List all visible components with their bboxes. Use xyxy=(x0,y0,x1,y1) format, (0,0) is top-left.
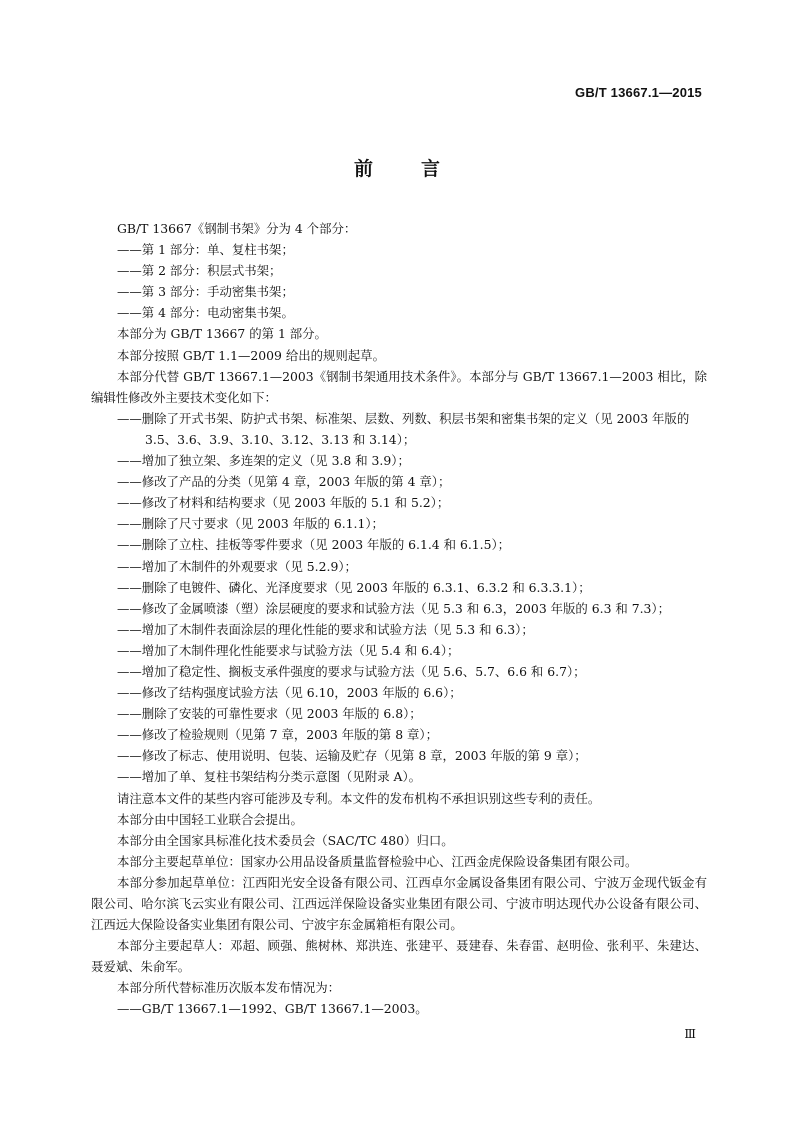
paragraph: 本部分主要起草单位：国家办公用品设备质量监督检验中心、江西金虎保险设备集团有限公司。 xyxy=(117,853,638,869)
list-item: ——删除了电镀件、磷化、光泽度要求（见 2003 年版的 6.3.1、6.3.2 和 6.3.3.1）； xyxy=(117,579,591,595)
paragraph: 本部分所代替标准历次版本发布情况为： xyxy=(117,980,341,996)
list-item: ——删除了开式书架、防护式书架、标准架、层数、列数、积层书架和密集书架的定义（见 2003 年版的 3.5、3.6、3.9、3.10、3.12、3.13 和 3.14）； xyxy=(117,410,690,447)
list-item: ——GB/T 13667.1—1992、GB/T 13667.1—2003。 xyxy=(117,1001,428,1017)
paragraph: 请注意本文件的某些内容可能涉及专利。本文件的发布机构不承担识别这些专利的责任。 xyxy=(117,790,601,806)
list-item: ——修改了金属喷漆（塑）涂层硬度的要求和试验方法（见 5.3 和 6.3，2003 年版的 6.3 和 7.3）； xyxy=(117,600,671,616)
list-item: ——第 3 部分：手动密集书架； xyxy=(117,284,294,300)
paragraph: 本部分参加起草单位：江西阳光安全设备有限公司、江西卓尔金属设备集团有限公司、宁波万金现代钣金有限公司、哈尔滨飞云实业有限公司、江西远洋保险设备实业集团有限公司、宁波市明达现代办公设备有限公司、江西远大保险设备实业集团有限公司、宁波宇东金属箱柜有限公司。 xyxy=(91,874,707,933)
list-item: ——第 2 部分：积层式书架； xyxy=(117,263,282,279)
paragraph: 本部分按照 GB/T 1.1—2009 给出的规则起草。 xyxy=(117,347,385,363)
paragraph: GB/T 13667《钢制书架》分为 4 个部分： xyxy=(117,221,357,236)
list-item: ——增加了木制件的外观要求（见 5.2.9）； xyxy=(117,558,357,574)
list-item: ——增加了单、复柱书架结构分类示意图（见附录 A）。 xyxy=(117,769,422,785)
list-item: ——删除了立柱、挂板等零件要求（见 2003 年版的 6.1.4 和 6.1.5）； xyxy=(117,537,511,553)
list-item: ——修改了检验规则（见第 7 章，2003 年版的第 8 章）； xyxy=(117,727,438,743)
list-item: ——修改了产品的分类（见第 4 章，2003 年版的第 4 章）； xyxy=(117,474,451,490)
list-item: ——修改了标志、使用说明、包装、运输及贮存（见第 8 章，2003 年版的第 9 章）； xyxy=(117,748,587,764)
list-item: ——增加了独立架、多连架的定义（见 3.8 和 3.9）； xyxy=(117,453,410,469)
list-item: ——增加了木制件理化性能要求与试验方法（见 5.4 和 6.4）； xyxy=(117,642,460,658)
paragraph: 本部分主要起草人：邓超、顾强、熊树林、郑洪连、张建平、聂建春、朱春雷、赵明俭、张利平、朱建达、聂爱斌、朱俞军。 xyxy=(91,938,707,975)
paragraph: 本部分为 GB/T 13667 的第 1 部分。 xyxy=(117,326,327,342)
list-item: ——删除了尺寸要求（见 2003 年版的 6.1.1）； xyxy=(117,516,384,532)
list-item: ——修改了材料和结构要求（见 2003 年版的 5.1 和 5.2）； xyxy=(117,495,450,511)
list-item: ——删除了安装的可靠性要求（见 2003 年版的 6.8）； xyxy=(117,706,422,722)
paragraph: 本部分由中国轻工业联合会提出。 xyxy=(117,811,303,827)
page-number: Ⅲ xyxy=(684,1027,696,1041)
document-body xyxy=(91,218,707,1020)
list-item: ——增加了稳定性、搁板支承件强度的要求与试验方法（见 5.6、5.7、6.6 和 6.7）； xyxy=(117,663,586,679)
page-title: 前言 xyxy=(353,158,488,180)
list-item: ——第 4 部分：电动密集书架。 xyxy=(117,305,294,321)
paragraph: 本部分代替 GB/T 13667.1—2003《钢制书架通用技术条件》。本部分与 GB/T 13667.1—2003 相比，除编辑性修改外主要技术变化如下： xyxy=(91,368,707,405)
list-item: ——修改了结构强度试验方法（见 6.10，2003 年版的 6.6）； xyxy=(117,685,462,701)
list-item: ——第 1 部分：单、复柱书架； xyxy=(117,242,294,258)
paragraph: 本部分由全国家具标准化技术委员会（SAC/TC 480）归口。 xyxy=(117,832,454,848)
standard-code: GB/T 13667.1—2015 xyxy=(575,85,702,100)
list-item: ——增加了木制件表面涂层的理化性能的要求和试验方法（见 5.3 和 6.3）； xyxy=(117,621,534,637)
